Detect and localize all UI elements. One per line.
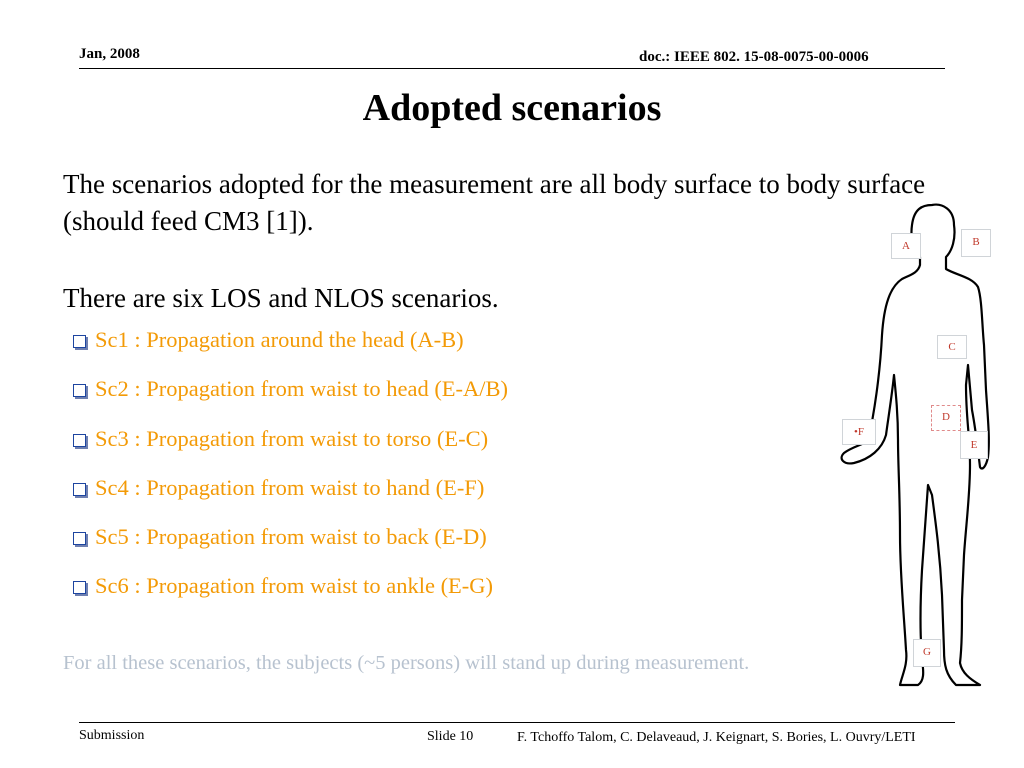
square-bullet-icon	[73, 335, 86, 348]
scenario-item	[73, 524, 508, 573]
footer-authors: F. Tchoffo Talom, C. Delaveaud, J. Keignart, S. Bories, L. Ouvry/LETI	[517, 730, 916, 745]
scenario-text: Sc3 : Propagation from waist to torso (E-C)	[95, 425, 489, 451]
scenario-text: Sc1 : Propagation around the head (A-B)	[95, 327, 464, 352]
body-label-d: D	[931, 405, 961, 431]
header-divider	[79, 68, 945, 69]
scenario-text: Sc6 : Propagation from waist to ankle (E-G)	[95, 573, 494, 599]
scenario-text: Sc2 : Propagation from waist to head (E-A/B)	[95, 376, 509, 402]
body-label-e: E	[960, 431, 988, 459]
header-date: Jan, 2008	[79, 46, 140, 62]
body-label-f: •F	[842, 419, 876, 445]
body-label-a: A	[891, 233, 921, 259]
footer-divider	[79, 722, 955, 723]
scenario-item	[73, 426, 508, 475]
footer-submission: Submission	[79, 728, 145, 743]
square-bullet-icon	[73, 434, 86, 447]
square-bullet-icon	[73, 483, 86, 496]
footer-slide-number: Slide 10	[427, 729, 474, 744]
body-label-b: B	[961, 229, 991, 257]
scenario-item	[73, 475, 508, 524]
body-label-c: C	[937, 335, 967, 359]
square-bullet-icon	[73, 384, 86, 397]
intro-paragraph: The scenarios adopted for the measurement are all body surface to body surface (should feed CM3 [1]).	[63, 169, 926, 236]
body-outline-figure	[832, 195, 1007, 695]
scenario-item	[73, 376, 508, 425]
square-bullet-icon	[73, 581, 86, 594]
intro-paragraph-2: There are six LOS and NLOS scenarios.	[63, 283, 499, 313]
square-bullet-icon	[73, 532, 86, 545]
scenario-item	[73, 327, 508, 376]
scenario-text: Sc5 : Propagation from waist to back (E-D)	[95, 524, 487, 550]
scenario-list	[73, 327, 508, 623]
footnote: For all these scenarios, the subjects (~5 persons) will stand up during measurement.	[63, 652, 750, 674]
body-label-g: G	[913, 639, 941, 667]
scenario-text: Sc4 : Propagation from waist to hand (E-F)	[95, 474, 485, 500]
slide-title: Adopted scenarios	[362, 87, 662, 129]
scenario-item	[73, 573, 508, 622]
header-doc-id: doc.: IEEE 802. 15-08-0075-00-0006	[639, 49, 869, 65]
